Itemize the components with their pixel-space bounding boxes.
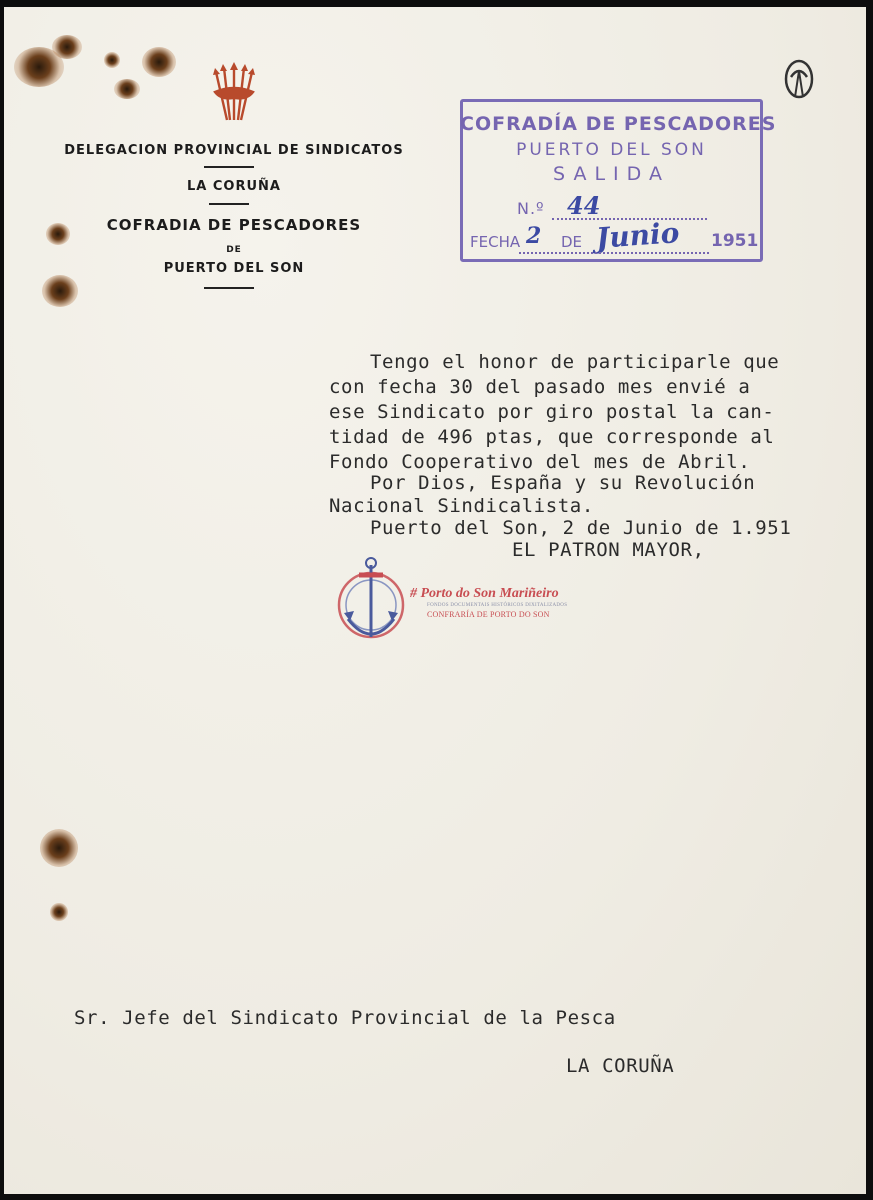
corner-seal-icon	[782, 57, 816, 107]
stamp-date-month: Junio	[594, 216, 681, 255]
burn-mark	[52, 35, 82, 59]
yoke-and-arrows-emblem	[209, 62, 259, 124]
recipient-line: Sr. Jefe del Sindicato Provincial de la Pesca	[74, 1007, 616, 1029]
burn-mark	[40, 829, 78, 867]
divider	[209, 203, 249, 205]
body-line-2: con fecha 30 del pasado mes envié a	[329, 376, 751, 398]
stamp-date-label: FECHA	[470, 233, 521, 251]
body-line-1: Tengo el honor de participarle que	[370, 351, 780, 373]
stamp-line-salida: SALIDA	[553, 163, 670, 185]
stamp-date-de: DE	[561, 233, 583, 251]
letterhead-cofradia: COFRADIA DE PESCADORES	[106, 216, 362, 234]
burn-mark	[42, 275, 78, 307]
stamp-number-label: N.º	[517, 199, 545, 218]
letterhead-city: LA CORUÑA	[187, 179, 281, 194]
burn-mark	[142, 47, 176, 77]
divider	[204, 287, 254, 289]
watermark-org: CONFRARÍA DE PORTO DO SON	[427, 610, 550, 619]
letterhead-port: PUERTO DEL SON	[163, 261, 305, 276]
watermark-subtitle: FONDOS DOCUMENTAIS HISTÓRICOS DIXITALIZADOS	[427, 603, 568, 608]
watermark-anchor-logo	[334, 553, 408, 649]
body-line-6: Por Dios, España y su Revolución	[370, 472, 756, 494]
letterhead-de: DE	[226, 245, 242, 255]
recipient-city: LA CORUÑA	[566, 1055, 675, 1077]
letterhead-delegation: DELEGACION PROVINCIAL DE SINDICATOS	[64, 143, 404, 158]
document-page	[4, 7, 866, 1194]
stamp-date-day: 2	[526, 223, 542, 249]
body-line-5: Fondo Cooperativo del mes de Abril.	[329, 451, 751, 473]
body-line-3: ese Sindicato por giro postal la can-	[329, 401, 775, 423]
signature-title: EL PATRON MAYOR,	[512, 539, 705, 561]
body-date-line: Puerto del Son, 2 de Junio de 1.951	[370, 517, 792, 539]
stamp-date-line	[519, 252, 709, 254]
burn-mark	[104, 52, 120, 68]
stamp-date-year: 1951	[711, 231, 759, 251]
burn-mark	[50, 903, 68, 921]
divider	[204, 166, 254, 168]
body-line-4: tidad de 496 ptas, que corresponde al	[329, 426, 775, 448]
burn-mark	[114, 79, 140, 99]
body-line-7: Nacional Sindicalista.	[329, 495, 594, 517]
stamp-line-cofradia: COFRADÍA DE PESCADORES	[460, 113, 777, 135]
stamp-number-value: 44	[567, 191, 601, 220]
watermark-title: # Porto do Son Mariñeiro	[410, 586, 559, 601]
stamp-line-port: PUERTO DEL SON	[516, 140, 707, 160]
